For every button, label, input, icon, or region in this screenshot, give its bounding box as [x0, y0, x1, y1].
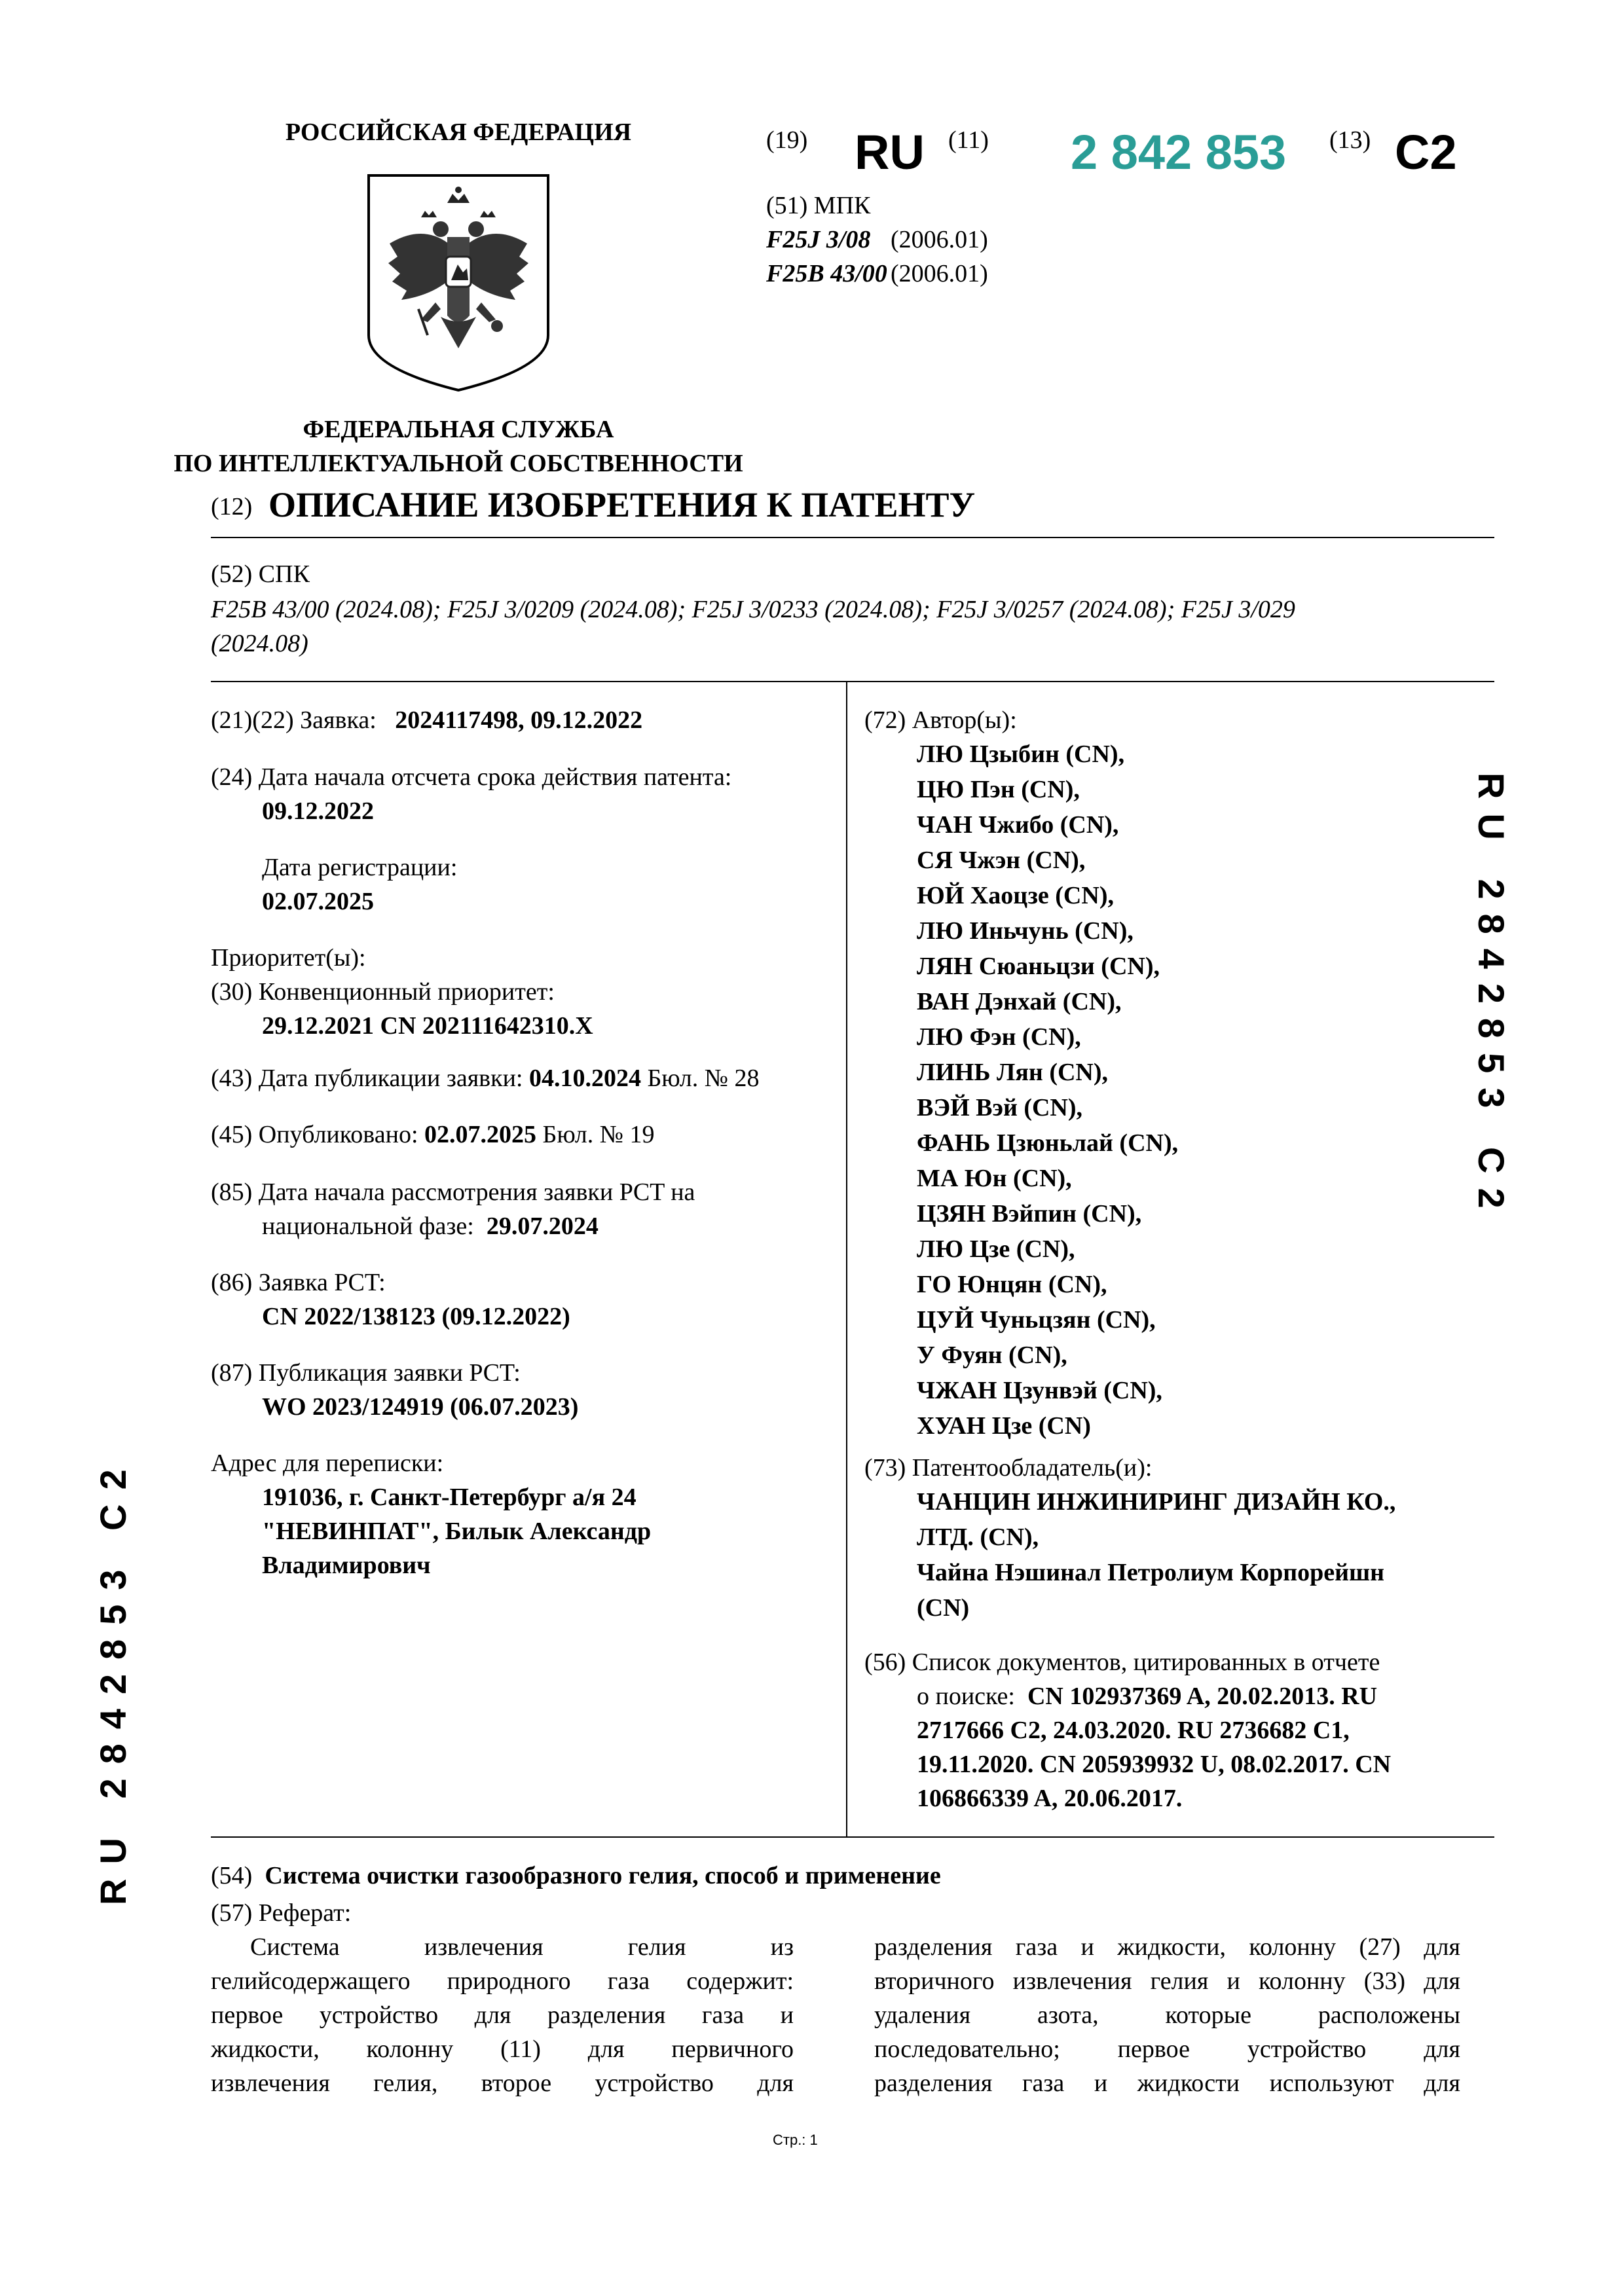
abstract-left-column: [211, 1930, 794, 2100]
address-label: Адрес для переписки:: [211, 1449, 444, 1477]
abstract-line: жидкости, колонну (11) для первичного: [211, 2035, 794, 2063]
pub-application-label: (43) Дата публикации заявки:: [211, 1065, 523, 1092]
authors-label: (72) Автор(ы):: [864, 706, 1017, 734]
ipc-version: (2006.01): [891, 260, 988, 287]
inid-54: (54): [211, 1862, 253, 1889]
author-item: ЦУЙ Чуньцзян (CN),: [917, 1306, 1156, 1334]
cited-docs-first-line: [917, 1679, 1377, 1714]
invention-title-field: [211, 1858, 941, 1893]
inid-11: (11): [948, 126, 989, 154]
pct-publication-value: WO 2023/124919 (06.07.2023): [262, 1393, 579, 1421]
term-start-value: 09.12.2022: [262, 797, 374, 825]
author-item: ФАНЬ Цзюньлай (CN),: [917, 1129, 1179, 1157]
abstract-line: разделения газа и жидкости, колонну (27) для: [874, 1933, 1460, 1961]
cited-docs-line-3: 19.11.2020. CN 205939932 U, 08.02.2017. CN: [917, 1751, 1392, 1778]
published-bulletin: Бюл. № 19: [542, 1121, 655, 1148]
cpc-label: (52) СПК: [211, 560, 310, 588]
ipc-classification: [766, 189, 988, 291]
pub-application-bulletin: Бюл. № 28: [647, 1065, 760, 1092]
priority-label: Приоритет(ы):: [211, 944, 366, 972]
abstract-line: разделения газа и жидкости используют для: [874, 2069, 1460, 2097]
cited-docs-line-2: 2717666 C2, 24.03.2020. RU 2736682 C1,: [917, 1717, 1350, 1744]
holders-label: (73) Патентообладатель(и):: [864, 1454, 1153, 1482]
patent-office-name: [131, 412, 786, 481]
invention-title: Система очистки газообразного гелия, способ и применение: [265, 1862, 941, 1889]
side-stamp-right: RU 2842853 C2: [1471, 773, 1512, 1223]
pct-start-value: 29.07.2024: [486, 1212, 599, 1240]
cited-docs-line-4: 106866339 A, 20.06.2017.: [917, 1785, 1183, 1812]
biblio-top-divider: [211, 681, 1494, 682]
pub-application-field: [211, 1061, 759, 1096]
pct-application-label: (86) Заявка PCT:: [211, 1269, 386, 1296]
cpc-line-2: (2024.08): [211, 630, 308, 657]
service-line-2: ПО ИНТЕЛЛЕКТУАЛЬНОЙ СОБСТВЕННОСТИ: [174, 450, 743, 477]
author-item: ЛЮ Цзыбин (CN),: [917, 740, 1125, 768]
holder-line: Чайна Нэшинал Петролиум Корпорейшн: [917, 1559, 1385, 1586]
pct-start-field: [262, 1209, 599, 1244]
address-line-1: 191036, г. Санкт-Петербург а/я 24: [262, 1484, 637, 1511]
application-value: 2024117498, 09.12.2022: [395, 706, 643, 734]
author-item: ЧЖАН Цзунвэй (CN),: [917, 1377, 1162, 1404]
holders-list: [917, 1484, 1395, 1626]
pct-start-label-1: (85) Дата начала рассмотрения заявки PCT на: [211, 1178, 695, 1206]
term-start-label: (24) Дата начала отсчета срока действия патента:: [211, 763, 732, 791]
holder-line: (CN): [917, 1594, 970, 1622]
author-item: ЧАН Чжибо (CN),: [917, 811, 1119, 839]
authors-list: [917, 737, 1178, 1444]
author-item: У Фуян (CN),: [917, 1341, 1067, 1369]
author-item: ЛЯН Сюаньцзи (CN),: [917, 953, 1160, 980]
registration-value: 02.07.2025: [262, 888, 374, 915]
pub-application-date: 04.10.2024: [528, 1065, 641, 1092]
document-title: ОПИСАНИЕ ИЗОБРЕТЕНИЯ К ПАТЕНТУ: [268, 485, 976, 524]
ipc-label: (51) МПК: [766, 192, 871, 219]
pct-application-value: CN 2022/138123 (09.12.2022): [262, 1303, 570, 1330]
pct-publication-label: (87) Публикация заявки PCT:: [211, 1359, 521, 1387]
ipc-row: [766, 257, 988, 291]
author-item: ВАН Дэнхай (CN),: [917, 988, 1122, 1015]
inid-19: (19): [766, 126, 808, 154]
ipc-code: F25J 3/08: [766, 226, 871, 253]
title-divider: [211, 537, 1494, 538]
ipc-row: [766, 223, 988, 257]
address-line-3: Владимирович: [262, 1552, 431, 1579]
country-name: РОССИЙСКАЯ ФЕДЕРАЦИЯ: [285, 118, 632, 146]
abstract-line: последовательно; первое устройство для: [874, 2035, 1460, 2063]
pct-start-label-2: национальной фазе:: [262, 1212, 474, 1240]
author-item: СЯ Чжэн (CN),: [917, 847, 1086, 874]
published-label: (45) Опубликовано:: [211, 1121, 418, 1148]
author-item: ЛИНЬ Лян (CN),: [917, 1059, 1109, 1086]
author-item: ЛЮ Фэн (CN),: [917, 1023, 1081, 1051]
cpc-line-1: F25B 43/00 (2024.08); F25J 3/0209 (2024.08); F25J 3/0233 (2024.08); F25J 3/0257 (2024.08); F25J 3/029: [211, 596, 1295, 623]
author-item: ЦЗЯН Вэйпин (CN),: [917, 1200, 1142, 1228]
published-field: [211, 1117, 655, 1152]
cited-docs-line-1: CN 102937369 A, 20.02.2013. RU: [1027, 1683, 1378, 1710]
abstract-line: первое устройство для разделения газа и: [211, 2001, 794, 2029]
biblio-bottom-divider: [211, 1836, 1494, 1838]
address-line-2: "НЕВИНПАТ", Билык Александр: [262, 1518, 652, 1545]
published-date: 02.07.2025: [424, 1121, 537, 1148]
author-item: ЛЮ Иньчунь (CN),: [917, 917, 1134, 945]
service-line-1: ФЕДЕРАЛЬНАЯ СЛУЖБА: [303, 416, 614, 443]
ipc-code: F25B 43/00: [766, 260, 887, 287]
author-item: ЦЮ Пэн (CN),: [917, 776, 1080, 803]
column-divider: [846, 681, 847, 1836]
side-stamp-left: RU 2842853 C2: [92, 1455, 134, 1905]
inid-12: (12): [211, 493, 253, 520]
ipc-version: (2006.01): [891, 226, 988, 253]
author-item: ЛЮ Цзе (CN),: [917, 1235, 1075, 1263]
author-item: ВЭЙ Вэй (CN),: [917, 1094, 1083, 1121]
abstract-label: (57) Реферат:: [211, 1899, 352, 1927]
author-item: ГО Юнцян (CN),: [917, 1271, 1107, 1298]
convention-label: (30) Конвенционный приоритет:: [211, 978, 555, 1006]
abstract-line: удаления азота, которые расположены: [874, 2001, 1460, 2029]
cpc-codes: [211, 592, 1494, 661]
holder-line: ЛТД. (CN),: [917, 1523, 1039, 1551]
kind-code: C2: [1395, 125, 1457, 179]
abstract-line: вторичного извлечения гелия и колонну (33) для: [874, 1967, 1460, 1995]
application-field: [211, 702, 642, 738]
patent-number: 2 842 853: [1071, 125, 1287, 179]
registration-label: Дата регистрации:: [262, 854, 458, 881]
cited-docs-label-1: (56) Список документов, цитированных в отчете: [864, 1649, 1380, 1676]
abstract-right-column: [874, 1930, 1460, 2100]
inid-13: (13): [1329, 126, 1371, 154]
page-number: Стр.: 1: [773, 2132, 818, 2148]
abstract-line: извлечения гелия, второе устройство для: [211, 2069, 794, 2097]
abstract-line: гелийсодержащего природного газа содержит:: [211, 1967, 794, 1995]
state-emblem-icon: [363, 172, 553, 394]
author-item: ХУАН Цзе (CN): [917, 1412, 1091, 1440]
cited-docs-label-2: о поиске:: [917, 1683, 1015, 1710]
abstract-line: Система извлечения гелия из: [250, 1933, 794, 1961]
holder-line: ЧАНЦИН ИНЖИНИРИНГ ДИЗАЙН КО.,: [917, 1488, 1396, 1516]
country-code: RU: [855, 125, 925, 179]
application-label: (21)(22) Заявка:: [211, 706, 377, 734]
author-item: ЮЙ Хаоцзе (CN),: [917, 882, 1114, 909]
convention-value: 29.12.2021 CN 202111642310.X: [262, 1012, 593, 1040]
author-item: МА Юн (CN),: [917, 1165, 1072, 1192]
